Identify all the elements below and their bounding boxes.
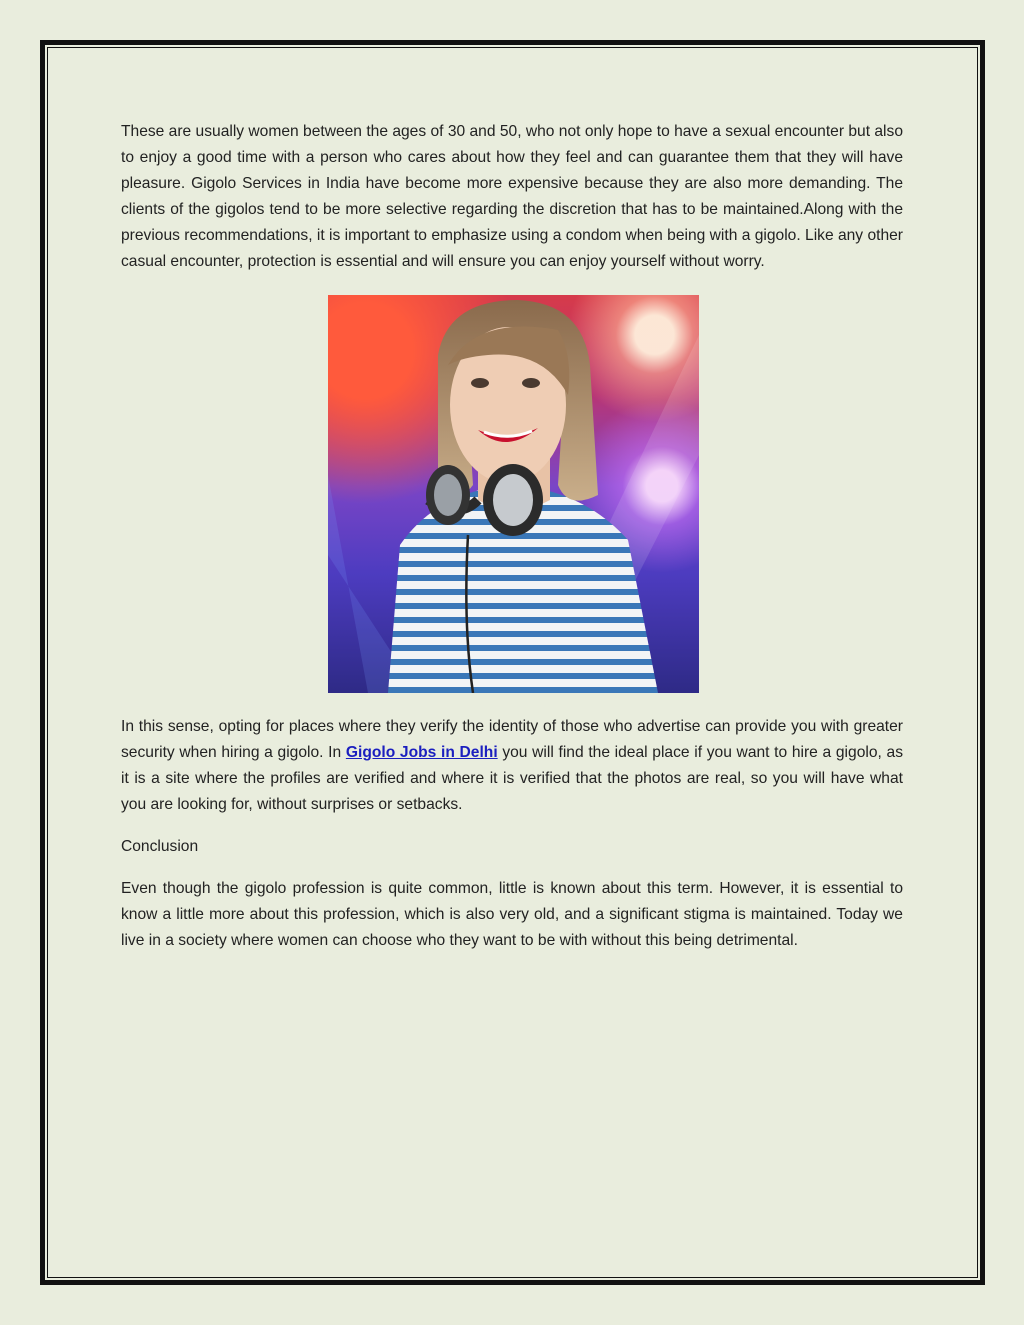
gigolo-jobs-delhi-link[interactable]: Gigolo Jobs in Delhi	[345, 744, 498, 761]
security-text-after: you will find the ideal place if you want to hire a gigolo, as it is a site where the profiles are verified and where it is verified that the photos are real, so you will have what you are looking for, without surprises or setbacks.	[121, 744, 903, 813]
security-paragraph	[121, 714, 903, 818]
conclusion-heading: Conclusion	[121, 838, 199, 855]
photo-figure	[121, 295, 903, 693]
conclusion-paragraph: Even though the gigolo profession is quite common, little is known about this term. However, it is essential to know a little more about this profession, which is also very old, and a significant stigma is maintained. Today we live in a society where women can choose who they want to be with without this being detrimental.	[121, 880, 903, 949]
photo-illustration	[328, 295, 699, 693]
document-body	[121, 119, 903, 954]
woman-with-headphones-photo	[328, 295, 699, 693]
intro-paragraph: These are usually women between the ages of 30 and 50, who not only hope to have a sexual encounter but also to enjoy a good time with a person who cares about how they feel and can guarantee them that they will have pleasure. Gigolo Services in India have become more expensive because they are also more demanding. The clients of the gigolos tend to be more selective regarding the discretion that has to be maintained.Along with the previous recommendations, it is important to emphasize using a condom when being with a gigolo. Like any other casual encounter, protection is essential and will ensure you can enjoy yourself without worry.	[121, 123, 903, 270]
security-text-before: In this sense, opting for places where they verify the identity of those who advertise can provide you with greater security when hiring a gigolo. In	[121, 718, 903, 761]
